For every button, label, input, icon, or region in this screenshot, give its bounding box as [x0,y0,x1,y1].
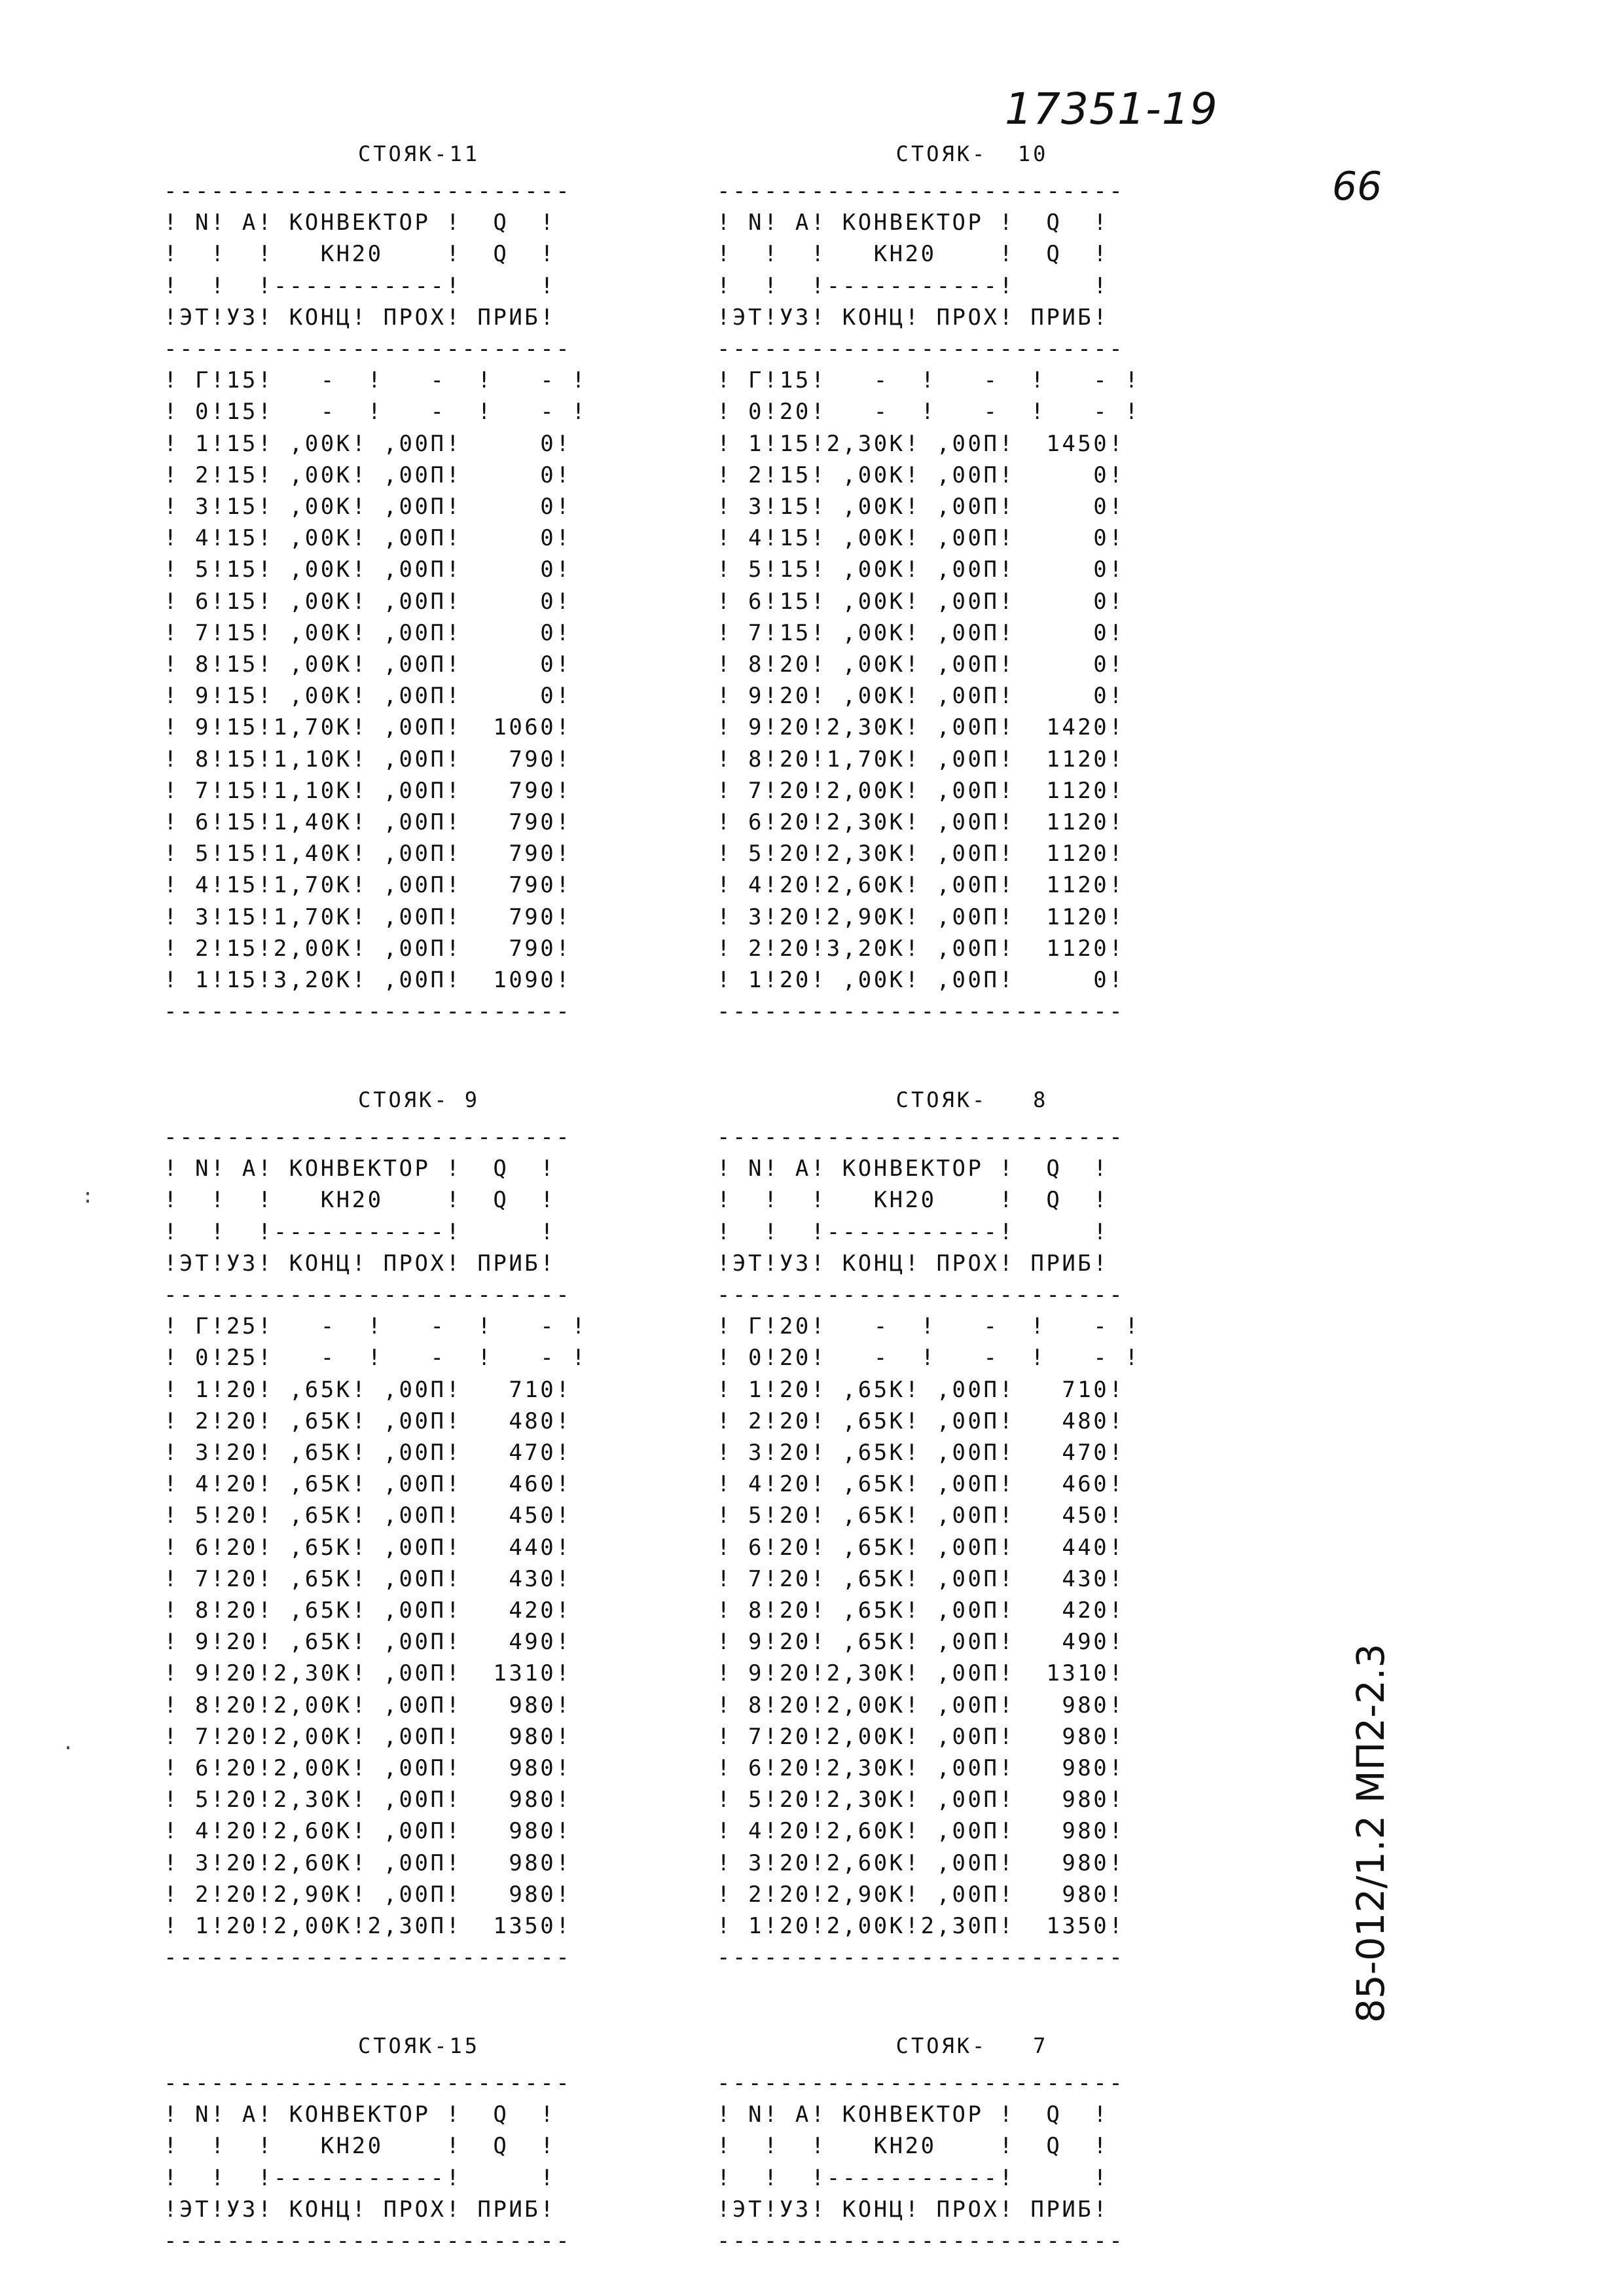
table-stoyak-10 [717,137,1227,1027]
table-body: -------------------------- ! N! А! КОНВЕКТОР ! Q ! ! ! ! КН20 ! Q ! ! ! !-----------! ! !ЭТ!УЗ! КОНЦ! ПРОХ! ПРИБ! -------------------------- [717,2070,1125,2255]
table-title: СТОЯК- 9 [357,1087,480,1112]
table-body: -------------------------- ! N! А! КОНВЕКТОР ! Q ! ! ! ! КН20 ! Q ! ! ! !-----------! ! !ЭТ!УЗ! КОНЦ! ПРОХ! ПРИБ! -------------------------- ! Г!15! - ! - ! - ! ! 0!15! - ! - ! - ! ! 1!15! ,00К! ,00П! 0! ! 2!15! ,00К! ,00П! 0! ! 3!15! ,00К! ,00П! 0! ! 4!15! ,00К! ,00П! 0! ! 5!15! ,00К! ,00П! 0! ! 6!15! ,00К! ,00П! 0! ! 7!15! ,00К! ,00П! 0! ! 8!15! ,00К! ,00П! 0! ! 9!15! ,00К! ,00П! 0! ! 9!15!1,70К! ,00П! 1060! ! 8!15!1,10К! ,00П! 790! ! 7!15!1,10К! ,00П! 790! ! 6!15!1,40К! ,00П! 790! ! 5!15!1,40К! ,00П! 790! ! 4!15!1,70К! ,00П! 790! ! 3!15!1,70К! ,00П! 790! ! 2!15!2,00К! ,00П! 790! ! 1!15!3,20К! ,00П! 1090! -------------------------- [164,178,588,1025]
table-body: -------------------------- ! N! А! КОНВЕКТОР ! Q ! ! ! ! КН20 ! Q ! ! ! !-----------! ! !ЭТ!УЗ! КОНЦ! ПРОХ! ПРИБ! -------------------------- ! Г!25! - ! - ! - ! ! 0!25! - ! - ! - ! ! 1!20! ,65К! ,00П! 710! ! 2!20! ,65К! ,00П! 480! ! 3!20! ,65К! ,00П! 470! ! 4!20! ,65К! ,00П! 460! ! 5!20! ,65К! ,00П! 450! ! 6!20! ,65К! ,00П! 440! ! 7!20! ,65К! ,00П! 430! ! 8!20! ,65К! ,00П! 420! ! 9!20! ,65К! ,00П! 490! ! 9!20!2,30К! ,00П! 1310! ! 8!20!2,00К! ,00П! 980! ! 7!20!2,00К! ,00П! 980! ! 6!20!2,00К! ,00П! 980! ! 5!20!2,30К! ,00П! 980! ! 4!20!2,60К! ,00П! 980! ! 3!20!2,60К! ,00П! 980! ! 2!20!2,90К! ,00П! 980! ! 1!20!2,00К!2,30П! 1350! -------------------------- [164,1124,588,1971]
table-body: -------------------------- ! N! А! КОНВЕКТОР ! Q ! ! ! ! КН20 ! Q ! ! ! !-----------! ! !ЭТ!УЗ! КОНЦ! ПРОХ! ПРИБ! -------------------------- [164,2070,572,2255]
table-title: СТОЯК- 10 [895,141,1049,166]
table-stoyak-7 [717,2029,1227,2257]
table-title: СТОЯК-11 [357,141,480,166]
table-stoyak-15 [164,2029,674,2257]
table-stoyak-8 [717,1083,1227,1973]
page-number: 66 [1332,164,1382,209]
table-body: -------------------------- ! N! А! КОНВЕКТОР ! Q ! ! ! ! КН20 ! Q ! ! ! !-----------! ! !ЭТ!УЗ! КОНЦ! ПРОХ! ПРИБ! -------------------------- ! Г!20! - ! - ! - ! ! 0!20! - ! - ! - ! ! 1!20! ,65К! ,00П! 710! ! 2!20! ,65К! ,00П! 480! ! 3!20! ,65К! ,00П! 470! ! 4!20! ,65К! ,00П! 460! ! 5!20! ,65К! ,00П! 450! ! 6!20! ,65К! ,00П! 440! ! 7!20! ,65К! ,00П! 430! ! 8!20! ,65К! ,00П! 420! ! 9!20! ,65К! ,00П! 490! ! 9!20!2,30К! ,00П! 1310! ! 8!20!2,00К! ,00П! 980! ! 7!20!2,00К! ,00П! 980! ! 6!20!2,30К! ,00П! 980! ! 5!20!2,30К! ,00П! 980! ! 4!20!2,60К! ,00П! 980! ! 3!20!2,60К! ,00П! 980! ! 2!20!2,90К! ,00П! 980! ! 1!20!2,00К!2,30П! 1350! -------------------------- [717,1124,1141,1971]
table-stoyak-11 [164,137,674,1027]
table-title: СТОЯК- 7 [895,2033,1049,2058]
document-number: 17351-19 [1005,84,1218,134]
table-stoyak-9 [164,1083,674,1973]
scan-speck: : [82,1185,94,1208]
table-title: СТОЯК- 8 [895,1087,1049,1112]
side-document-code: 85-012/1.2 МП2-2.3 [1348,1643,1393,2023]
table-title: СТОЯК-15 [357,2033,480,2058]
table-body: -------------------------- ! N! А! КОНВЕКТОР ! Q ! ! ! ! КН20 ! Q ! ! ! !-----------! ! !ЭТ!УЗ! КОНЦ! ПРОХ! ПРИБ! -------------------------- ! Г!15! - ! - ! - ! ! 0!20! - ! - ! - ! ! 1!15!2,30К! ,00П! 1450! ! 2!15! ,00К! ,00П! 0! ! 3!15! ,00К! ,00П! 0! ! 4!15! ,00К! ,00П! 0! ! 5!15! ,00К! ,00П! 0! ! 6!15! ,00К! ,00П! 0! ! 7!15! ,00К! ,00П! 0! ! 8!20! ,00К! ,00П! 0! ! 9!20! ,00К! ,00П! 0! ! 9!20!2,30К! ,00П! 1420! ! 8!20!1,70К! ,00П! 1120! ! 7!20!2,00К! ,00П! 1120! ! 6!20!2,30К! ,00П! 1120! ! 5!20!2,30К! ,00П! 1120! ! 4!20!2,60К! ,00П! 1120! ! 3!20!2,90К! ,00П! 1120! ! 2!20!3,20К! ,00П! 1120! ! 1!20! ,00К! ,00П! 0! -------------------------- [717,178,1141,1025]
scan-speck: . [62,1732,75,1755]
